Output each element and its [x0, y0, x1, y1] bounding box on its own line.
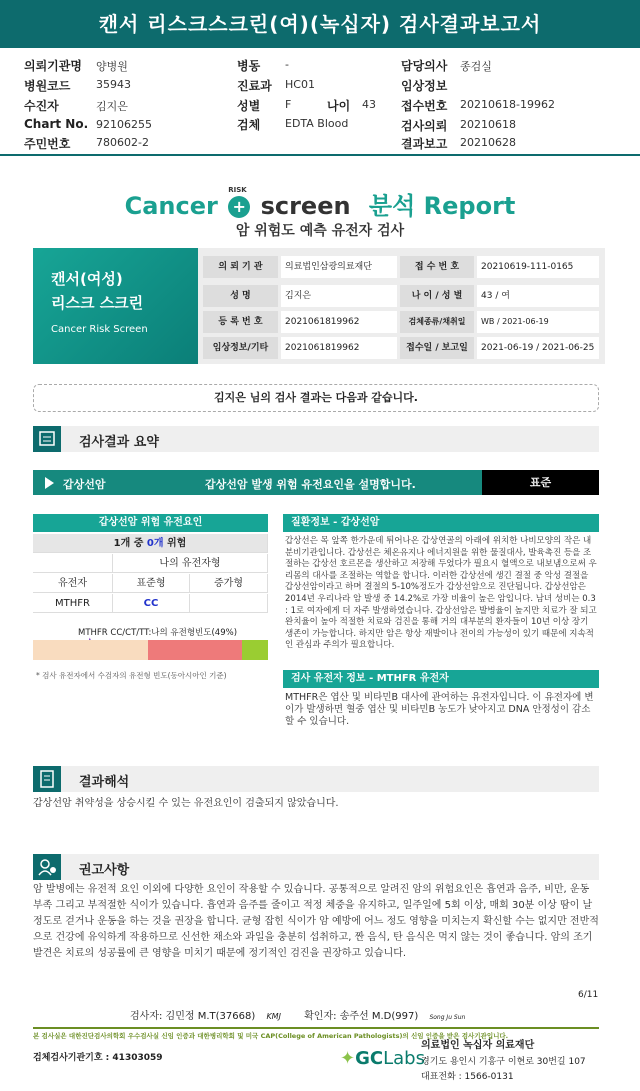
- confirmer-signature: Song Ju Sun: [429, 1014, 466, 1021]
- value-ward: -: [285, 58, 289, 71]
- risk-count-suffix: 위험: [163, 538, 187, 549]
- band-cancer-name: 갑상선암: [63, 478, 106, 491]
- patient-value: 2021061819962: [281, 311, 397, 333]
- value-request-date: 20210618: [460, 118, 516, 131]
- freq-bar-segment: [242, 640, 268, 660]
- page-number: 6/11: [578, 990, 599, 1000]
- value-report-date: 20210628: [460, 136, 516, 149]
- footer-divider: [33, 1027, 599, 1029]
- play-icon: [45, 477, 54, 489]
- logo-gc: GC: [355, 1048, 384, 1069]
- label-department: 진료과: [237, 79, 272, 93]
- institution-code: 검체검사기관기호 : 41303059: [33, 1053, 163, 1063]
- disease-info-title: 질환정보 - 갑상선암: [283, 514, 599, 532]
- product-card: [33, 248, 198, 364]
- patient-row: [203, 285, 599, 307]
- patient-label: 검체종류/채취일: [400, 311, 474, 333]
- freq-bar-segment: [148, 640, 242, 660]
- patient-value: 20210619-111-0165: [477, 256, 599, 278]
- report-logo: [0, 186, 640, 221]
- label-requester: 의뢰기관명: [24, 59, 82, 73]
- label-hospital-code: 병원코드: [24, 79, 71, 93]
- card-line2: 리스크 스크린: [51, 294, 144, 312]
- section-interp-title: 결과해석: [79, 775, 130, 790]
- band-description: 갑상선암 발생 위험 유전요인을 설명합니다.: [205, 478, 416, 491]
- freq-bar-segment: [33, 640, 148, 660]
- value-sex: F: [285, 98, 292, 111]
- label-sex: 성별: [237, 99, 261, 113]
- tester-signature: KMJ: [266, 1012, 281, 1021]
- signature-line: [130, 1007, 465, 1022]
- risk-count-prefix: 1개 중: [113, 538, 147, 549]
- interp-icon: [33, 766, 61, 792]
- patient-value: 43 / 여: [477, 285, 599, 307]
- value-specimen: EDTA Blood: [285, 117, 349, 130]
- header-divider: [0, 154, 640, 156]
- gene-name: MTHFR: [33, 594, 113, 613]
- band-status-badge: 표준: [482, 470, 599, 495]
- section-summary-header: [33, 426, 599, 452]
- label-clinical-info: 임상정보: [401, 79, 448, 93]
- patient-row: [203, 337, 599, 359]
- result-notice: 김지은 님의 검사 결과는 다음과 같습니다.: [33, 384, 599, 412]
- gene-info-title: 검사 유전자 정보 - MTHFR 유전자: [283, 670, 599, 688]
- section-interp-header: [33, 766, 599, 792]
- patient-label: 의 뢰 기 관: [203, 256, 278, 278]
- std-type-label: 표준형: [113, 574, 190, 593]
- value-receipt-no: 20210618-19962: [460, 98, 555, 111]
- empty-cell: [33, 554, 113, 573]
- patient-value: 2021-06-19 / 2021-06-25: [477, 337, 599, 359]
- value-doctor: 종검실: [460, 60, 492, 73]
- patient-label: 접 수 번 호: [400, 256, 474, 278]
- section-summary-title: 검사결과 요약: [79, 435, 159, 450]
- advice-icon: [33, 854, 61, 880]
- label-doctor: 담당의사: [401, 59, 448, 73]
- advice-text: 암 발병에는 유전적 요인 이외에 다양한 요인이 작용할 수 있습니다. 공통적으로 알려진 암의 위험요인은 흡연과 음주, 비만, 운동 부족 그리고 부적절한 식이가 있습니다. 흡연과 음주를 줄이고 적정 체중을 유지하고, 일주일에 5회 이상, 매회 30분 이상 땀이 날 정도로 걷거나 운동을 하는 것을 권장을 합니다. 균형 잡힌 식이가 암 예방에 어느 정도 영향을 미치는지 확신할 수는 없지만 전반적으로 건강에 유익하게 작용하므로 신선한 채소와 과일을 충분히 섭취하고, 짠 음식, 탄 음식은 먹지 않는 것이 좋습니다. 암의 조기발견은 치료의 성공률에 큰 영향을 미치기 때문에 정기적인 검진을 권장하고 있습니다.: [33, 884, 599, 959]
- freq-label: MTHFR CC/CT/TT:나의 유전형빈도(49%): [78, 628, 238, 638]
- summary-icon: [33, 426, 61, 452]
- logo-screen: screen: [260, 192, 351, 220]
- patient-label: 성 명: [203, 285, 278, 307]
- value-hospital-code: 35943: [96, 78, 131, 91]
- certification-line: 본 검사실은 대한진단검사의학회 우수검사실 신임 인증과 대한병리학회 및 미국 CAP(College of American Pathologists)의 신임 인증을 받은 검사기관입니다.: [33, 1032, 509, 1040]
- value-age: 43: [362, 98, 376, 111]
- label-patient: 수진자: [24, 99, 59, 113]
- logo-labs: Labs: [383, 1048, 425, 1069]
- label-ward: 병동: [237, 59, 261, 73]
- section-advice-header: [33, 854, 599, 880]
- org-phone: 대표전화 : 1566-0131: [421, 1072, 514, 1082]
- freq-bar: [33, 640, 268, 660]
- section-advice-title: 권고사항: [79, 863, 130, 878]
- report-subtitle: 암 위험도 예측 유전자 검사: [235, 223, 405, 239]
- card-line3: Cancer Risk Screen: [51, 324, 148, 335]
- value-chart-no: 92106255: [96, 118, 152, 131]
- gclabs-logo: [340, 1048, 425, 1069]
- label-report-date: 결과보고: [401, 137, 448, 151]
- tester-name: 김민정 M.T(37668): [165, 1011, 256, 1022]
- logo-plus-icon: RISK +: [228, 196, 250, 218]
- value-department: HC01: [285, 78, 315, 91]
- disease-info-text: 갑상선은 목 앞쪽 한가운데 튀어나온 갑상연골의 아래에 위치한 나비모양의 작은 내분비기관입니다. 갑상선은 체온유지나 에너지원을 위한 물질대사, 발육촉진 등을 조절하는 갑상선 호르몬을 생산하고 저장해 두었다가 필요시 혈액으로 내보냄으로써 우리몸의 대사를 조절하는 역할을 합니다. 이러한 갑상선에 생긴 결절 중 악성 결절을 갑상선암이라고 하며 결절의 5-10%정도가 갑상선암으로 진단됩니다. 갑상선암은 2014년 우리나라 암 발생 중 14.2%로 가장 비율이 높은 암입니다. 남녀 성비는 0.3 : 1로 여자에게 더 자주 발생하였습니다. 갑상선암은 발병율이 높지만 치료가 잘 되고 완치율이 높아 적절한 치료와 검진을 통해 거의 대부분의 환자들이 10년 이상 장기 생존이 가능합니다. 하지만 암은 항상 재발이나 전이의 가능성이 있기 때문에 지속적인 관심과 주의가 필요합니다.: [285, 536, 597, 651]
- gene-label: 유전자: [33, 574, 113, 593]
- patient-row: [203, 311, 599, 333]
- report-title: 캔서 리스크스크린(여)(녹십자) 검사결과보고서: [0, 0, 640, 48]
- value-requester: 양병원: [96, 60, 128, 73]
- org-name: 의료법인 녹십자 의료재단: [421, 1040, 535, 1051]
- patient-value: 의료법인삼광의료재단: [281, 256, 397, 278]
- patient-label: 임상정보/기타: [203, 337, 278, 359]
- org-address: 경기도 용인시 기흥구 이현로 30번길 107: [421, 1057, 586, 1067]
- tester-label: 검사자:: [130, 1011, 163, 1022]
- value-resident-no: 780602-2: [96, 136, 149, 149]
- gc-leaf-icon: ✦: [340, 1048, 356, 1069]
- patient-value: 김지은: [281, 285, 397, 307]
- inc-type-value: [190, 594, 268, 613]
- patient-value: 2021061819962: [281, 337, 397, 359]
- interp-text: 갑상선암 취약성을 상승시킬 수 있는 유전요인이 검출되지 않았습니다.: [33, 798, 339, 809]
- logo-risk: RISK: [228, 186, 247, 194]
- patient-label: 나 이 / 성 별: [400, 285, 474, 307]
- genotype-header: 나의 유전자형: [113, 554, 268, 573]
- confirmer-name: 송주선 M.D(997): [339, 1011, 419, 1022]
- label-request-date: 검사의뢰: [401, 119, 448, 133]
- label-age: 나이: [327, 99, 351, 113]
- label-receipt-no: 접수번호: [401, 99, 448, 113]
- patient-label: 접수일 / 보고일: [400, 337, 474, 359]
- inc-type-label: 증가형: [190, 574, 268, 593]
- risk-table-header: 갑상선암 위험 유전요인: [33, 514, 268, 532]
- label-resident-no: 주민번호: [24, 137, 71, 151]
- freq-note: * 검사 유전자에서 수검자의 유전형 빈도(동아시아인 기준): [36, 671, 227, 680]
- cancer-band: [33, 470, 599, 495]
- logo-cancer: Cancer: [124, 192, 218, 220]
- card-line1: 캔서(여성): [51, 270, 123, 288]
- patient-row: [203, 256, 599, 278]
- patient-value: WB / 2021-06-19: [477, 311, 599, 333]
- genotype-value: CC: [113, 594, 190, 613]
- value-patient: 김지은: [96, 100, 128, 113]
- confirmer-label: 확인자:: [304, 1011, 337, 1022]
- label-chart-no: Chart No.: [24, 117, 89, 131]
- label-specimen: 검체: [237, 118, 261, 132]
- patient-label: 등 록 번 호: [203, 311, 278, 333]
- logo-report: 분석 Report: [368, 192, 516, 220]
- risk-count: [33, 534, 268, 553]
- gene-info-text: MTHFR은 엽산 및 비타민B 대사에 관여하는 유전자입니다. 이 유전자에 변이가 발생하면 혈중 엽산 및 비타민B 농도가 낮아지고 DNA 안정성이 감소할 수 있습니다.: [285, 692, 594, 727]
- risk-count-value: 0개: [146, 538, 164, 549]
